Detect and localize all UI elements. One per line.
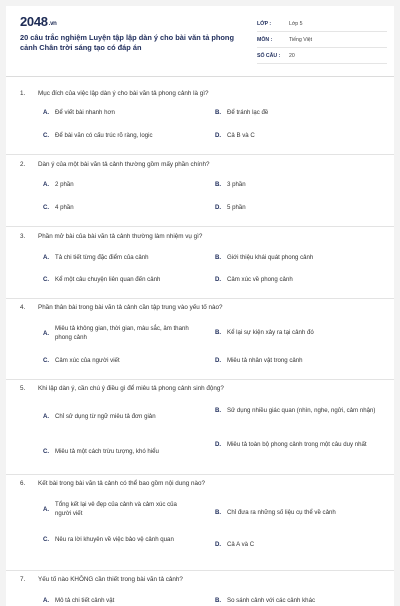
option-a[interactable]: A. Tả chi tiết từng đặc điểm của cảnh [43,254,149,261]
question-4 [6,298,394,379]
option-d[interactable]: D. Miêu tả toàn bộ phong cảnh trong một câu duy nhất [215,441,367,448]
question-text: 7. Yếu tố nào KHÔNG cần thiết trong bài văn tả cảnh? [20,576,183,583]
worksheet-title: 20 câu trắc nghiệm Luyện tập lập dàn ý cho bài văn tả phong cảnh Chân trời sáng tạo có đáp án [20,33,234,52]
site-logo[interactable]: 2048.vn [20,14,57,29]
option-c[interactable]: C. Nêu ra lời khuyên về việc bảo vệ cảnh quan [43,536,174,543]
question-text: 1. Mục đích của việc lập dàn ý cho bài văn tả phong cảnh là gì? [20,90,209,97]
meta-question-count: SỐ CÂU : 20 [257,48,387,64]
option-a[interactable]: A. Tổng kết lại vẻ đẹp của cảnh và cảm xúc của người viết [43,501,177,517]
option-b[interactable]: B. Giới thiệu khái quát phong cảnh [215,254,314,261]
option-a[interactable]: A. 2 phần [43,181,74,188]
question-text: 6. Kết bài trong bài văn tả cảnh có thể bao gồm nội dung nào? [20,480,205,487]
question-2 [6,154,394,226]
option-c[interactable]: C. 4 phần [43,204,74,211]
option-c[interactable]: C. Miêu tả một cách trừu tượng, khó hiểu [43,448,159,455]
question-6 [6,474,394,570]
meta-subject: MÔN : Tiếng Việt [257,32,387,48]
question-text: 5. Khi lập dàn ý, cần chú ý điều gì để miêu tả phong cảnh sinh động? [20,385,224,392]
option-d[interactable]: D. Cảm xúc về phong cảnh [215,276,293,283]
question-7 [6,570,394,606]
option-b[interactable]: B. Chỉ đưa ra những số liệu cụ thể về cảnh [215,509,336,516]
option-b[interactable]: B. Kể lại sự kiện xảy ra tại cảnh đó [215,329,314,336]
question-5 [6,379,394,474]
option-c[interactable]: C. Kể một câu chuyện liên quan đến cảnh [43,276,161,283]
question-text: 3. Phần mở bài của bài văn tả cảnh thường làm nhiệm vụ gì? [20,233,203,240]
question-1 [6,76,394,154]
option-a[interactable]: A. Để viết bài nhanh hơn [43,109,115,116]
option-a[interactable]: A. Chỉ sử dụng từ ngữ miêu tả đơn giản [43,413,156,420]
question-3 [6,226,394,298]
worksheet-page [6,6,394,606]
option-b[interactable]: B. Sử dụng nhiều giác quan (nhìn, nghe, ngửi, cảm nhận) [215,407,376,414]
option-b[interactable]: B. So sánh cảnh với các cảnh khác [215,597,316,604]
option-b[interactable]: B. 3 phần [215,181,246,188]
meta-grade: LỚP : Lớp 5 [257,16,387,32]
option-b[interactable]: B. Để tránh lạc đề [215,109,269,116]
option-d[interactable]: D. Miêu tả nhân vật trong cảnh [215,357,303,364]
option-c[interactable]: C. Cảm xúc của người viết [43,357,120,364]
worksheet-header [6,6,394,76]
option-a[interactable]: A. Mô tả chi tiết cảnh vật [43,597,115,604]
question-text: 4. Phần thân bài trong bài văn tả cảnh cần tập trung vào yếu tố nào? [20,304,223,311]
option-d[interactable]: D. 5 phần [215,204,246,211]
option-a[interactable]: A. Miêu tả không gian, thời gian, màu sắc, âm thanh phong cảnh [43,325,189,341]
option-d[interactable]: D. Cả A và C [215,541,255,548]
option-c[interactable]: C. Để bài văn có cấu trúc rõ ràng, logic [43,132,153,139]
question-text: 2. Dàn ý của một bài văn tả cảnh thường gồm mấy phần chính? [20,161,210,168]
option-d[interactable]: D. Cả B và C [215,132,255,139]
worksheet-meta [257,16,387,64]
